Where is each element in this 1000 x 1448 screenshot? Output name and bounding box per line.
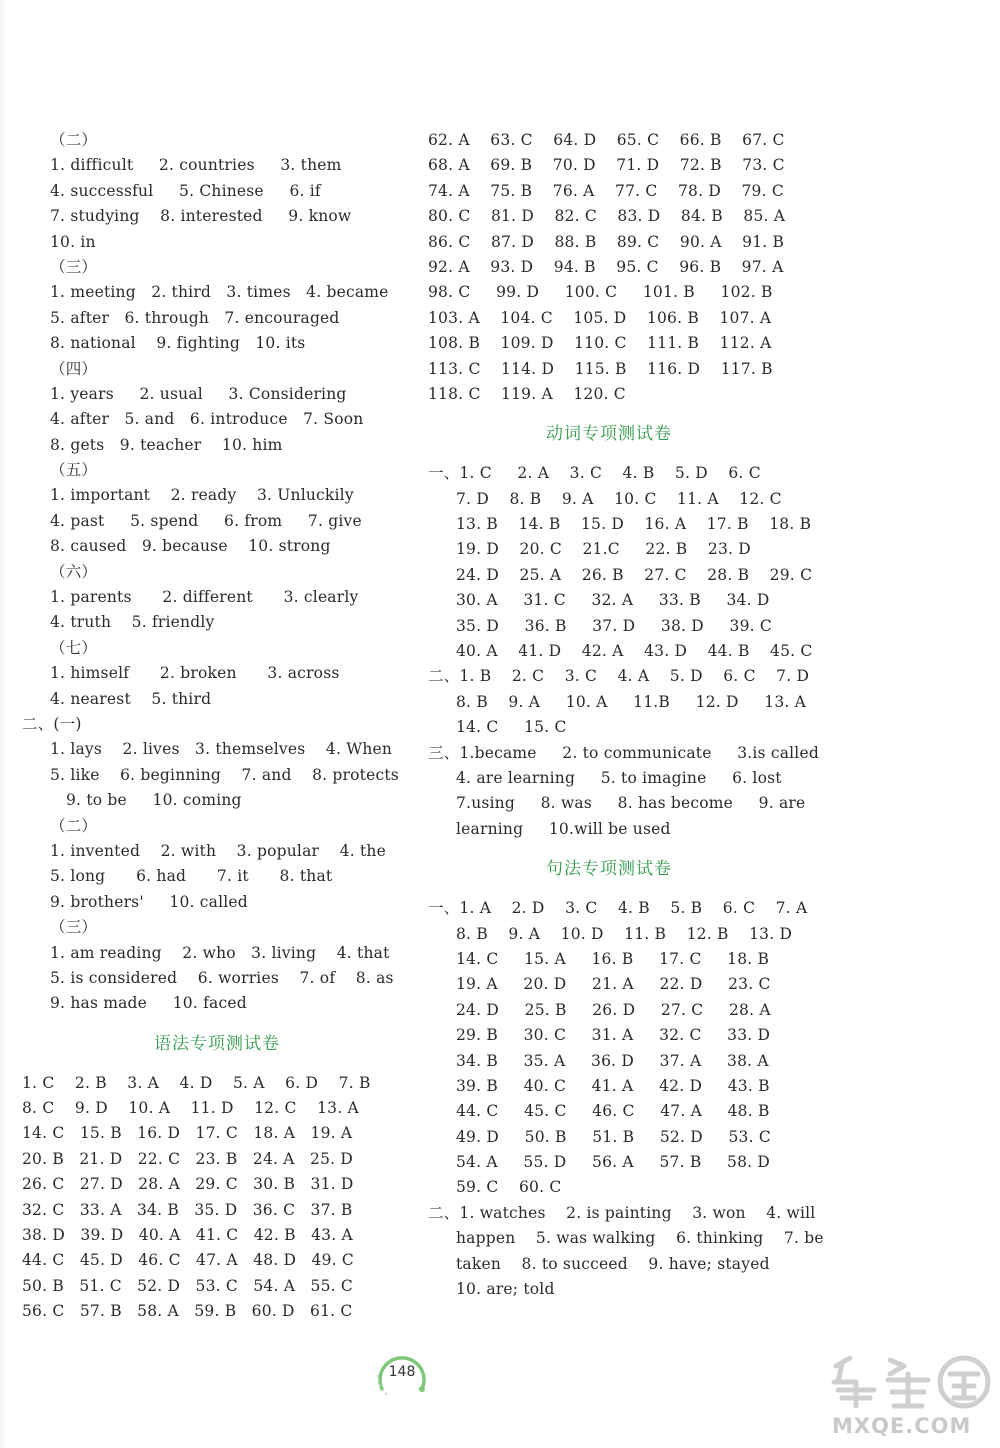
- answer-line: 32. C 33. A 34. B 35. D 36. C 37. B: [22, 1200, 353, 1219]
- answer-line: 7.using 8. was 8. has become 9. are: [456, 794, 806, 813]
- answer-line: 9. brothers' 10. called: [50, 892, 248, 911]
- answer-line: 二、(一): [22, 714, 82, 733]
- answer-line: 35. D 36. B 37. D 38. D 39. C: [456, 616, 772, 635]
- answer-line: （三）: [50, 257, 98, 276]
- answer-line: 1. himself 2. broken 3. across: [50, 664, 340, 683]
- answer-line: 74. A 75. B 76. A 77. C 78. D 79. C: [428, 181, 784, 200]
- answer-line: 19. D 20. C 21.C 22. B 23. D: [456, 540, 751, 559]
- answer-line: learning 10.will be used: [456, 819, 671, 838]
- answer-line: 34. B 35. A 36. D 37. A 38. A: [456, 1051, 769, 1070]
- answer-line: 1. difficult 2. countries 3. them: [50, 156, 342, 175]
- answer-line: 7. studying 8. interested 9. know: [50, 207, 352, 226]
- watermark-url: MXQE.COM: [832, 1414, 972, 1438]
- answer-line: 1. lays 2. lives 3. themselves 4. When: [50, 740, 393, 759]
- answer-line: 26. C 27. D 28. A 29. C 30. B 31. D: [22, 1175, 354, 1194]
- answer-line: 103. A 104. C 105. D 106. B 107. A: [428, 308, 772, 327]
- answer-line: 8. gets 9. teacher 10. him: [50, 435, 283, 454]
- watermark-logo-icon: [828, 1352, 996, 1412]
- answer-line: 19. A 20. D 21. A 22. D 23. C: [456, 975, 771, 994]
- answer-line: 59. C 60. C: [456, 1178, 562, 1197]
- answer-line: 二、1. B 2. C 3. C 4. A 5. D 6. C 7. D: [428, 667, 810, 686]
- answer-line: 10. in: [50, 232, 96, 251]
- answer-line: happen 5. was walking 6. thinking 7. be: [456, 1229, 824, 1248]
- answer-line: 80. C 81. D 82. C 83. D 84. B 85. A: [428, 207, 786, 226]
- answer-line: 24. D 25. B 26. D 27. C 28. A: [456, 1000, 771, 1019]
- answer-line: 4. are learning 5. to imagine 6. lost: [456, 768, 782, 787]
- answer-line: 44. C 45. D 46. C 47. A 48. D 49. C: [22, 1251, 354, 1270]
- answer-line: 8. national 9. fighting 10. its: [50, 334, 306, 353]
- answer-line: 24. D 25. A 26. B 27. C 28. B 29. C: [456, 565, 813, 584]
- answer-line: 5. after 6. through 7. encouraged: [50, 308, 340, 327]
- answer-line: 8. B 9. A 10. A 11.B 12. D 13. A: [456, 692, 807, 711]
- answer-line: 1. C 2. B 3. A 4. D 5. A 6. D 7. B: [22, 1073, 371, 1092]
- answer-line: 50. B 51. C 52. D 53. C 54. A 55. C: [22, 1276, 353, 1295]
- left-answer-column: [22, 128, 412, 1325]
- answer-line: 9. to be 10. coming: [66, 791, 242, 810]
- answer-line: 7. D 8. B 9. A 10. C 11. A 12. C: [456, 489, 782, 508]
- answer-line: taken 8. to succeed 9. have; stayed: [456, 1254, 770, 1273]
- answer-line: 8. B 9. A 10. D 11. B 12. B 13. D: [456, 924, 793, 943]
- answer-line: （五）: [50, 461, 98, 480]
- answer-line: 29. B 30. C 31. A 32. C 33. D: [456, 1026, 771, 1045]
- answer-line: 40. A 41. D 42. A 43. D 44. B 45. C: [456, 642, 813, 661]
- answer-line: （四）: [50, 359, 98, 378]
- section-title: 句法专项测试卷: [546, 859, 672, 880]
- answer-line: 1. years 2. usual 3. Considering: [50, 384, 347, 403]
- answer-line: 5. like 6. beginning 7. and 8. protects: [50, 765, 399, 784]
- section-title: 语法专项测试卷: [154, 1033, 280, 1054]
- answer-line: （二）: [50, 131, 98, 149]
- answer-line: 三、1.became 2. to communicate 3.is called: [428, 743, 819, 762]
- answer-line: 4. successful 5. Chinese 6. if: [50, 181, 321, 200]
- answer-line: 10. are; told: [456, 1280, 555, 1299]
- answer-line: 4. truth 5. friendly: [50, 613, 215, 632]
- answer-line: 一、1. A 2. D 3. C 4. B 5. B 6. C 7. A: [428, 899, 808, 918]
- answer-line: 9. has made 10. faced: [50, 994, 247, 1013]
- answer-line: 108. B 109. D 110. C 111. B 112. A: [428, 334, 772, 353]
- answer-line: 68. A 69. B 70. D 71. D 72. B 73. C: [428, 156, 785, 175]
- answer-line: 62. A 63. C 64. D 65. C 66. B 67. C: [428, 131, 785, 149]
- answer-line: 98. C 99. D 100. C 101. B 102. B: [428, 283, 773, 302]
- right-answer-column: [428, 128, 824, 1302]
- answer-line: 1. important 2. ready 3. Unluckily: [50, 486, 354, 505]
- answer-line: 一、1. C 2. A 3. C 4. B 5. D 6. C: [428, 464, 761, 483]
- answer-line: 1. invented 2. with 3. popular 4. the: [50, 841, 386, 860]
- answer-line: 38. D 39. D 40. A 41. C 42. B 43. A: [22, 1226, 353, 1245]
- page-number: 148: [388, 1364, 416, 1380]
- answer-line: 86. C 87. D 88. B 89. C 90. A 91. B: [428, 232, 785, 251]
- answer-line: 1. am reading 2. who 3. living 4. that: [50, 943, 390, 962]
- answer-line: 13. B 14. B 15. D 16. A 17. B 18. B: [456, 515, 812, 534]
- answer-line: 二、1. watches 2. is painting 3. won 4. will: [428, 1203, 816, 1222]
- answer-line: 5. long 6. had 7. it 8. that: [50, 867, 333, 886]
- answer-line: （三）: [50, 918, 98, 937]
- answer-line: 4. after 5. and 6. introduce 7. Soon: [50, 410, 364, 429]
- answer-line: 4. nearest 5. third: [50, 689, 212, 708]
- watermark: [828, 1352, 996, 1444]
- answer-line: 20. B 21. D 22. C 23. B 24. A 25. D: [22, 1149, 354, 1168]
- answer-line: （六）: [50, 562, 98, 581]
- answer-line: （七）: [50, 638, 98, 657]
- answer-line: 56. C 57. B 58. A 59. B 60. D 61. C: [22, 1302, 353, 1321]
- answer-line: 14. C 15. A 16. B 17. C 18. B: [456, 949, 770, 968]
- answer-line: 30. A 31. C 32. A 33. B 34. D: [456, 591, 770, 610]
- answer-line: 113. C 114. D 115. B 116. D 117. B: [428, 359, 773, 378]
- answer-line: 8. caused 9. because 10. strong: [50, 537, 331, 556]
- answer-line: 1. parents 2. different 3. clearly: [50, 588, 359, 607]
- answer-line: 5. is considered 6. worries 7. of 8. as: [50, 968, 394, 987]
- answer-line: 92. A 93. D 94. B 95. C 96. B 97. A: [428, 257, 784, 276]
- answer-line: 118. C 119. A 120. C: [428, 384, 626, 403]
- answer-line: 39. B 40. C 41. A 42. D 43. B: [456, 1076, 770, 1095]
- section-title: 动词专项测试卷: [546, 424, 672, 445]
- answer-line: 54. A 55. D 56. A 57. B 58. D: [456, 1153, 771, 1172]
- page-edge-stripe: [0, 0, 6, 1448]
- answer-line: 14. C 15. C: [456, 718, 567, 737]
- answer-line: 4. past 5. spend 6. from 7. give: [50, 511, 362, 530]
- answer-line: 14. C 15. B 16. D 17. C 18. A 19. A: [22, 1124, 353, 1143]
- page-number-badge: [370, 1345, 434, 1405]
- answer-line: 1. meeting 2. third 3. times 4. became: [50, 283, 389, 302]
- answer-line: （二）: [50, 816, 98, 835]
- answer-line: 8. C 9. D 10. A 11. D 12. C 13. A: [22, 1099, 359, 1118]
- answer-line: 44. C 45. C 46. C 47. A 48. B: [456, 1102, 770, 1121]
- answer-line: 49. D 50. B 51. B 52. D 53. C: [456, 1127, 771, 1146]
